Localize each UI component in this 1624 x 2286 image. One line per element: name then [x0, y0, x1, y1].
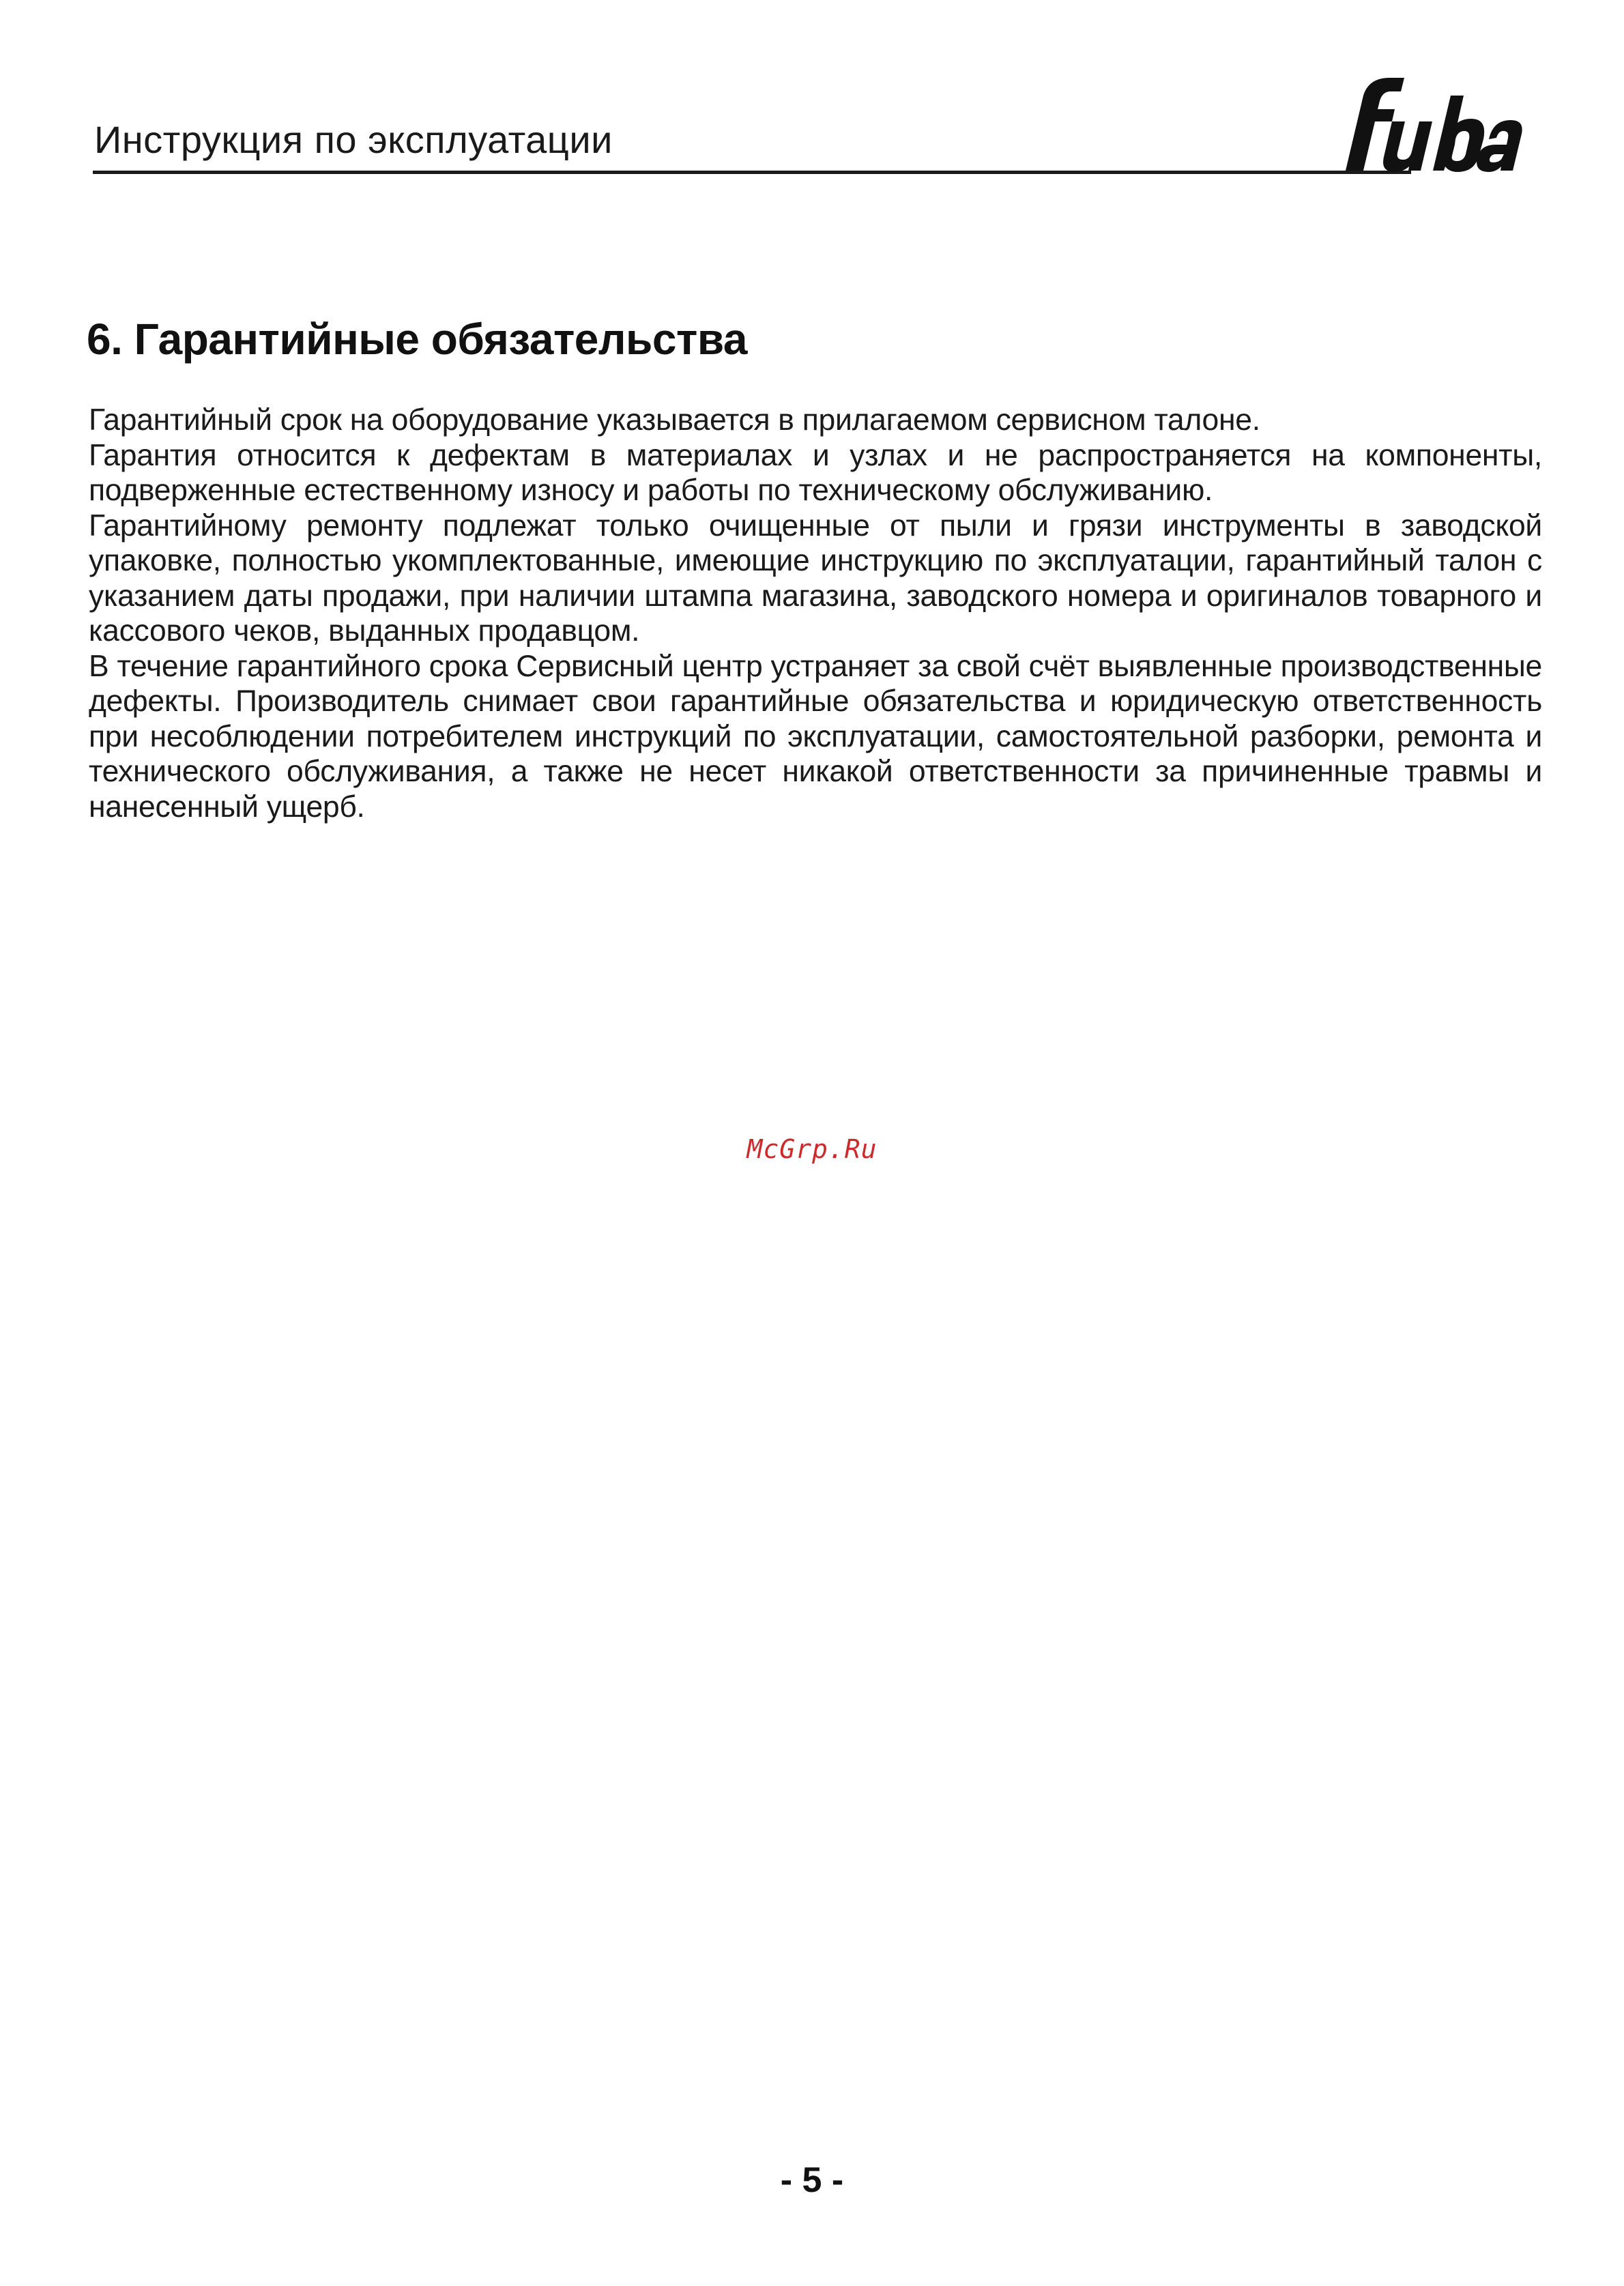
paragraph: Гарантийный срок на оборудование указывается в прилагаемом сервисном талоне.	[89, 403, 1260, 437]
fubag-logo	[1310, 68, 1542, 191]
section-heading: 6. Гарантийные обязательства	[87, 315, 747, 364]
header-divider	[93, 171, 1411, 174]
paragraph: Гарантия относится к дефектам в материалах и узлах и не распространяется на компоненты, подверженные естественному износу и работы по техническому обслуживанию.	[89, 438, 1542, 507]
paragraph: Гарантийному ремонту подлежат только очищенные от пыли и грязи инструменты в заводской упаковке, полностью укомплектованные, имеющие инструкцию по эксплуатации, гарантийный талон с указанием даты продажи, при наличии штампа магазина, заводского номера и оригиналов товарного и кассового чеков, выданных продавцом.	[89, 508, 1542, 648]
page-number: - 5 -	[780, 2160, 844, 2200]
warranty-text-block	[89, 403, 1542, 824]
paragraph: В течение гарантийного срока Сервисный центр устраняет за свой счёт выявленные производственные дефекты. Производитель снимает свои гарантийные обязательства и юридическую ответственность при несоблюдении потребителем инструкций по эксплуатации, самостоятельной разборки, ремонта и технического обслуживания, а также не несет никакой ответственности за причиненные травмы и нанесенный ущерб.	[89, 649, 1542, 824]
watermark-text: McGrp.Ru	[746, 1134, 878, 1164]
document-header-title: Инструкция по эксплуатации	[94, 118, 613, 161]
